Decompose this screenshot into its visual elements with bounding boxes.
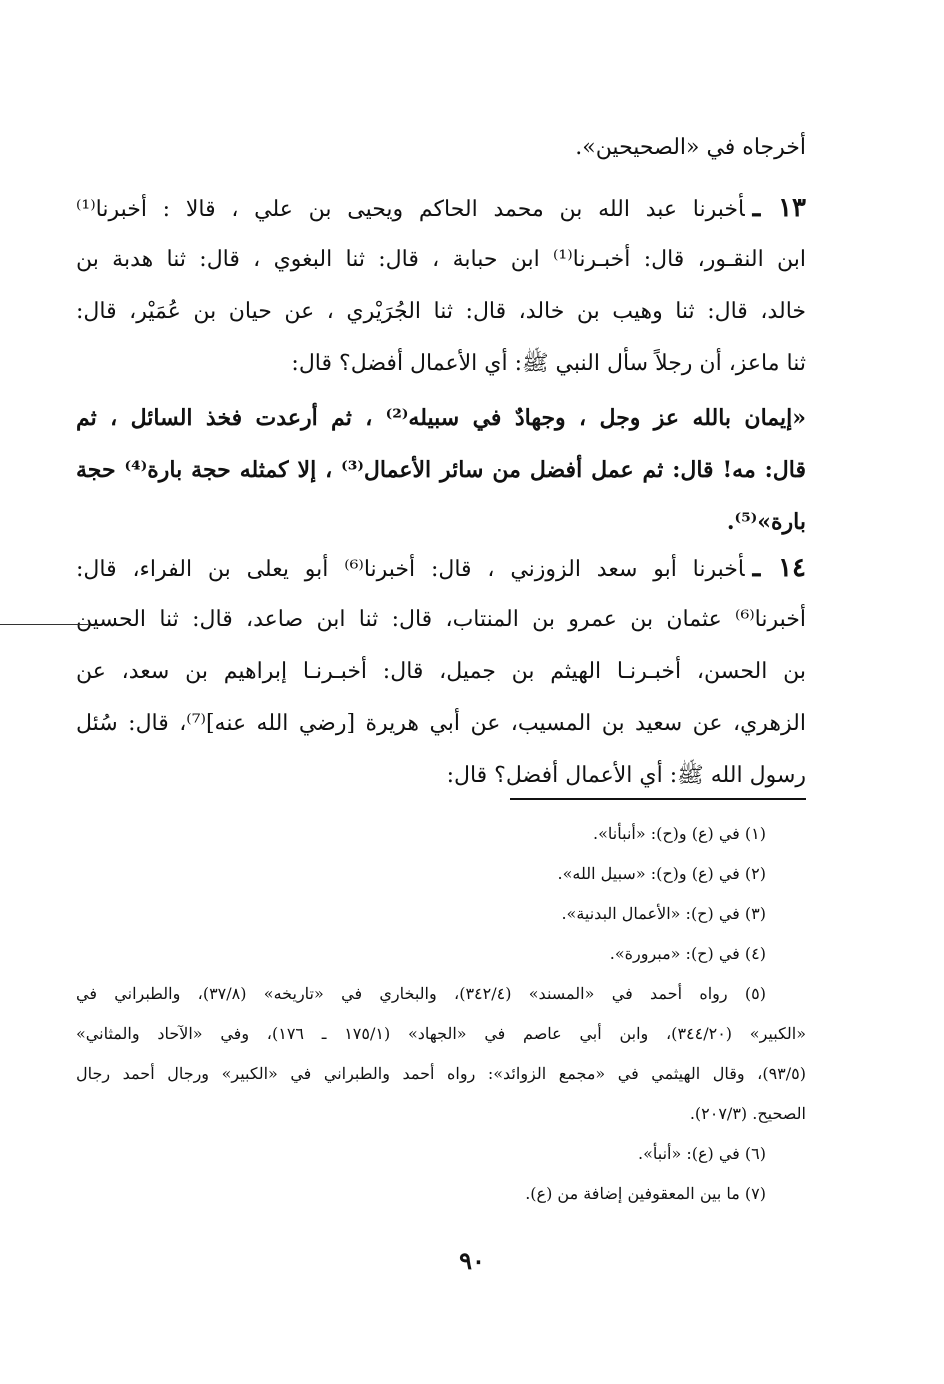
footnote-5-line-3: (٩٣/٥)، وقال الهيثمي في «مجمع الزوائد»: رواه أحمد والطبراني في «الكبير» ورجال أحمد رجال	[76, 1064, 806, 1083]
footnote-1: (١) في (ع) و(ح): «أنبأنا».	[593, 824, 766, 843]
hadith-13-line-1	[76, 182, 806, 234]
intro-paragraph	[76, 122, 806, 174]
hadith-13-line-2: ابن النقـور، قال: أخبـرنا⁽¹⁾ ابن حبابة ، قال: ثنا البغوي ، قال: ثنا هدبة بن	[76, 247, 806, 272]
hadith-14-line-1-text: أخبرنا أبو سعد الزوزني ، قال: أخبرنا⁽⁶⁾ أبو يعلى بن الفراء، قال:	[76, 557, 745, 582]
hadith-14-line-5: رسول الله ﷺ: أي الأعمال أفضل؟ قال:	[446, 763, 806, 788]
hadith-14-line-1	[76, 542, 806, 594]
footnote-5-line-1: (٥) رواه أحمد في «المسند» (٣٤٢/٤)، والبخاري في «تاريخه» (٣٧/٨)، والطبراني في	[76, 984, 767, 1003]
footnote-5-line-4: الصحيح. (٢٠٧/٣).	[689, 1104, 806, 1123]
footnote-5-line-2: «الكبير» (٣٤٤/٢٠)، وابن أبي عاصم في «الجهاد» (١٧٥/١ ـ ١٧٦)، وفي «الآحاد والمثاني»	[76, 1024, 806, 1043]
footnote-4: (٤) في (ح): «مبرورة».	[609, 944, 766, 963]
hadith-13-line-1-text: أخبرنا عبد الله بن محمد الحاكم ويحيى بن علي ، قالا : أخبرنا⁽¹⁾	[76, 197, 745, 222]
hadith-14-number: ١٤ ـ	[752, 553, 806, 583]
footnotes	[76, 814, 806, 1214]
intro-line: أخرجاه في «الصحيحين».	[575, 135, 806, 160]
footnote-2: (٢) في (ع) و(ح): «سبيل الله».	[557, 864, 766, 883]
footnote-7: (٧) ما بين المعقوفين إضافة من (ع).	[525, 1184, 766, 1203]
hadith-14-line-2: أخبرنا⁽⁶⁾ عثمان بن عمرو بن المنتاب، قال: ثنا ابن صاعد، قال: ثنا الحسين	[76, 607, 806, 632]
hadith-13-paragraph	[76, 182, 806, 390]
hadith-13-number: ١٣ ـ	[752, 193, 806, 223]
hadith-14-line-3: بن الحسن، أخبـرنـا الهيثم بن جميل، قال: أخبـرنـا إبراهيم بن سعد، عن	[76, 659, 806, 684]
footnote-6: (٦) في (ع): «أنبأ».	[637, 1144, 766, 1163]
hadith-13-quote-line-3: بارة»⁽⁵⁾.	[726, 509, 806, 535]
hadith-14-paragraph	[76, 542, 806, 802]
page-number: ٩٠	[459, 1246, 485, 1275]
hadith-13-line-4: ثنا ماعز، أن رجلاً سأل النبي ﷺ: أي الأعمال أفضل؟ قال:	[291, 351, 806, 376]
hadith-14-line-4: الزهري، عن سعيد بن المسيب، عن أبي هريرة [رضي الله عنه]⁽⁷⁾، قال: سُئل	[76, 711, 806, 736]
hadith-13-line-3: خالد، قال: ثنا وهيب بن خالد، قال: ثنا الجُرَيْري ، عن حيان بن عُمَيْر، قال:	[76, 299, 806, 324]
footnote-3: (٣) في (ح): «الأعمال البدنية».	[561, 904, 766, 923]
margin-pen-stroke	[0, 624, 88, 625]
footnote-separator	[510, 798, 806, 800]
hadith-13-quote-line-2: قال: مه! قال: ثم عمل أفضل من سائر الأعمال⁽³⁾ ، إلا كمثله حجة بارة⁽⁴⁾ حجة	[76, 457, 806, 483]
hadith-13-quote	[76, 392, 806, 548]
hadith-13-quote-line-1: «إيمان بالله عز وجل ، وجهادٌ في سبيله⁽²⁾ ، ثم أرعدت فخذ السائل ، ثم	[76, 405, 806, 431]
